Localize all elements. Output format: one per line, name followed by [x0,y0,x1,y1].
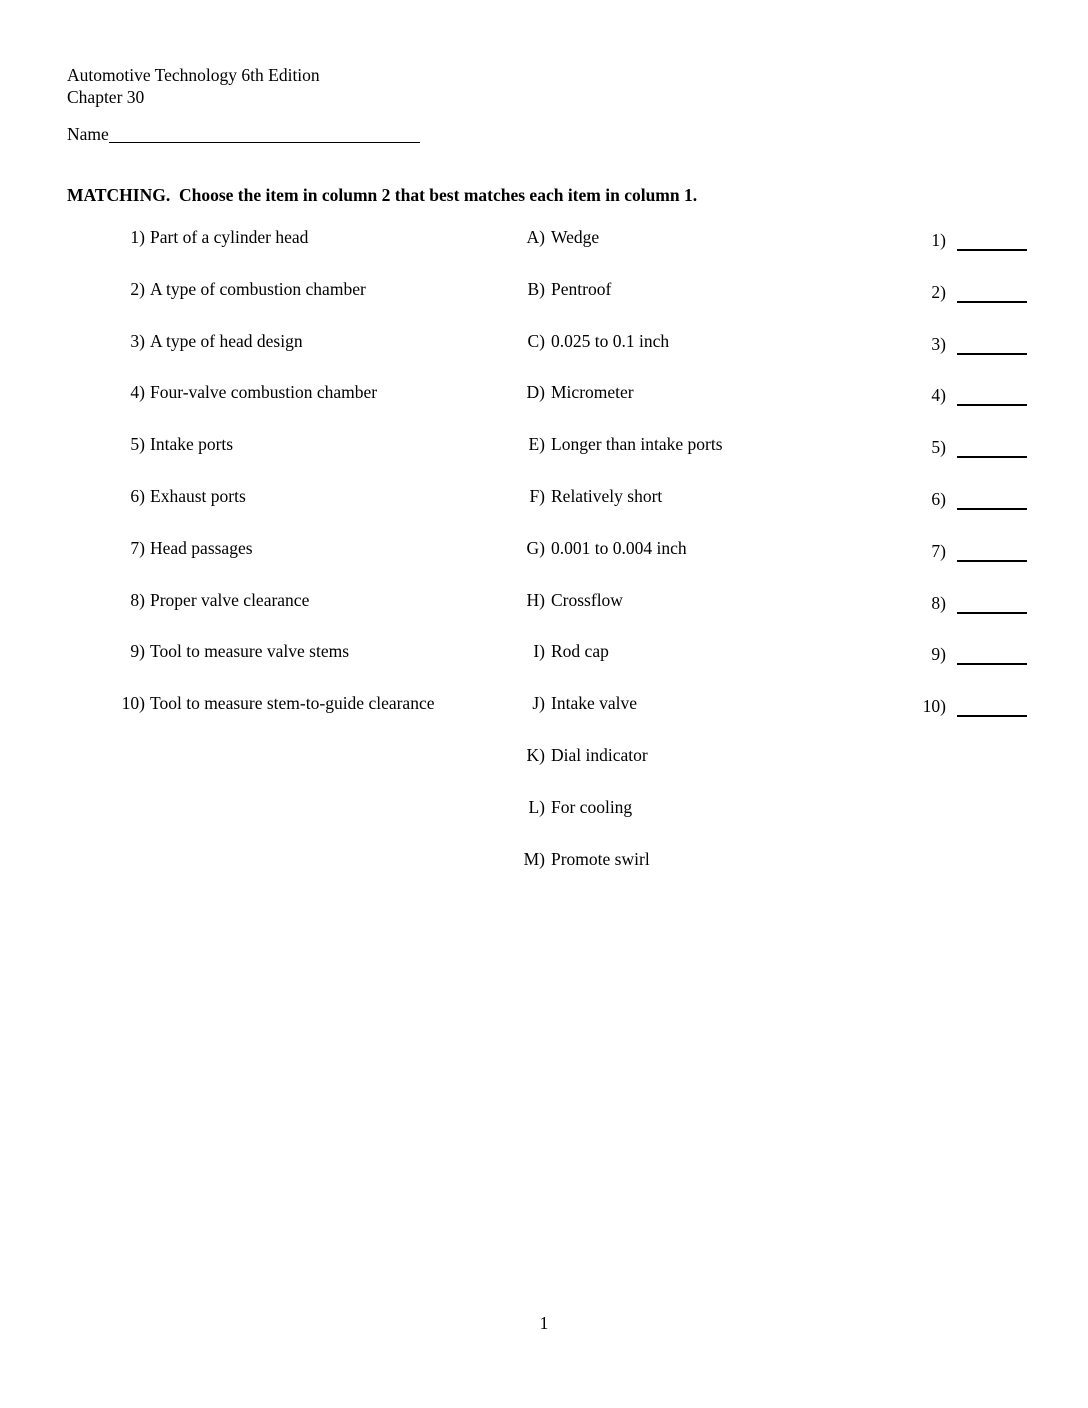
item-text: Four-valve combustion chamber [150,382,378,402]
item-number: 5) [130,434,145,454]
option-text: Micrometer [551,382,634,402]
answer-blank-line [957,387,1027,406]
item-number: 2) [130,279,145,299]
answer-row [860,693,1027,717]
answer-row [860,382,1027,406]
answer-blank-line [957,336,1027,355]
option-letter: J) [532,693,545,713]
option-row [470,382,634,403]
matching-item-row [0,590,309,611]
option-text: Promote swirl [551,849,650,869]
matching-item-row [0,486,246,507]
item-number: 1) [130,227,145,247]
answer-number: 4) [931,385,946,405]
item-text: Tool to measure valve stems [150,641,350,661]
matching-item-row [0,227,308,248]
option-row [470,641,609,662]
matching-item-row [0,538,253,559]
option-letter: A) [526,227,545,247]
option-letter: H) [526,590,545,610]
item-number: 9) [130,641,145,661]
item-text: Tool to measure stem-to-guide clearance [150,693,435,713]
answer-row [860,279,1027,303]
option-row [470,693,637,714]
answer-blank-line [957,595,1027,614]
item-number: 10) [121,693,145,713]
answer-row [860,486,1027,510]
option-text: Pentroof [551,279,612,299]
answer-number: 2) [931,282,946,302]
option-text: Crossflow [551,590,623,610]
option-letter: L) [528,797,545,817]
answer-blank-line [957,698,1027,717]
item-text: Proper valve clearance [150,590,310,610]
answer-row [860,227,1027,251]
answer-blank-line [957,284,1027,303]
matching-item-row [0,382,377,403]
answer-blank-line [957,543,1027,562]
option-row [470,590,623,611]
item-text: A type of combustion chamber [150,279,366,299]
option-text: Longer than intake ports [551,434,723,454]
item-number: 7) [130,538,145,558]
option-row [470,797,632,818]
item-text: A type of head design [150,331,303,351]
answer-number: 1) [931,230,946,250]
name-label: Name [67,124,109,144]
page-number: 1 [539,1313,549,1333]
option-letter: F) [529,486,545,506]
answer-number: 6) [931,489,946,509]
option-row [470,227,599,248]
option-letter: G) [526,538,545,558]
answer-blank-line [957,232,1027,251]
matching-item-row [0,693,435,714]
option-letter: B) [527,279,545,299]
option-letter: I) [533,641,545,661]
name-blank-line [109,125,420,143]
option-row [470,331,669,352]
name-field-row [67,122,420,145]
option-letter: M) [523,849,545,869]
document-title: Automotive Technology 6th Edition [67,65,320,85]
matching-instruction: MATCHING. Choose the item in column 2 that best matches each item in column 1. [67,185,698,205]
answer-number: 10) [922,696,946,716]
option-letter: C) [527,331,545,351]
answer-row [860,641,1027,665]
option-text: Intake valve [551,693,637,713]
item-number: 8) [130,590,145,610]
item-number: 3) [130,331,145,351]
chapter-label: Chapter 30 [67,87,145,107]
answer-number: 3) [931,334,946,354]
item-text: Intake ports [150,434,234,454]
option-row [470,849,650,870]
matching-item-row [0,279,366,300]
option-text: Rod cap [551,641,609,661]
item-number: 6) [130,486,145,506]
option-row [470,538,687,559]
matching-item-row [0,641,349,662]
option-letter: D) [526,382,545,402]
answer-row [860,434,1027,458]
matching-item-row [0,434,233,455]
answer-row [860,331,1027,355]
item-text: Head passages [150,538,253,558]
item-text: Exhaust ports [150,486,246,506]
option-row [470,434,723,455]
option-letter: K) [526,745,545,765]
option-text: Wedge [551,227,600,247]
answer-blank-line [957,439,1027,458]
option-row [470,486,662,507]
answer-number: 9) [931,644,946,664]
answer-blank-line [957,646,1027,665]
matching-item-row [0,331,303,352]
option-text: 0.025 to 0.1 inch [551,331,670,351]
answer-blank-line [957,491,1027,510]
option-letter: E) [528,434,545,454]
option-text: For cooling [551,797,633,817]
item-text: Part of a cylinder head [150,227,309,247]
answer-number: 8) [931,593,946,613]
option-row [470,745,648,766]
answer-number: 7) [931,541,946,561]
answer-number: 5) [931,437,946,457]
answer-row [860,590,1027,614]
option-text: Relatively short [551,486,663,506]
item-number: 4) [130,382,145,402]
option-row [470,279,611,300]
option-text: Dial indicator [551,745,648,765]
answer-row [860,538,1027,562]
option-text: 0.001 to 0.004 inch [551,538,687,558]
